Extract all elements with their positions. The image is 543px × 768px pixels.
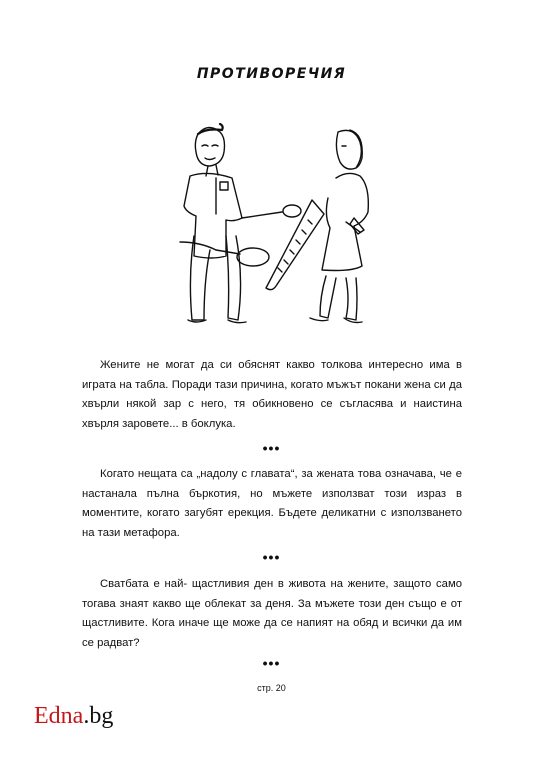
paragraph-3: Сватбата е най- щастливия ден в живота на жените, защото само тогава знаят какво ще облекат за деня. За мъжете този ден също е от щастливите. Кога иначе ще може да се напият на обяд и всички да им се радват? bbox=[82, 578, 462, 649]
paragraph-1: Жените не могат да си обяснят какво толкова интересно има в играта на табла. Поради тази причина, когато мъжът покани жена си да хвърли някой зар с него, тя обикновено се съгласява и наистина хвърля заровете... в боклука. bbox=[82, 359, 462, 430]
brand-logo[interactable] bbox=[34, 703, 113, 730]
separator-dots: ••• bbox=[262, 440, 281, 456]
page-number: стр. 20 bbox=[257, 683, 286, 693]
paragraph-2: Когато нещата са „надолу с главата“, за жената това означава, че е настанала пълна бъркотия, но мъжете използват този израз в моментите, когато загубят ерекция. Бъдете деликатни с използването на тази метафора. bbox=[82, 468, 462, 539]
page-title: ПРОТИВОРЕЧИЯ bbox=[196, 66, 347, 82]
cartoon-illustration bbox=[150, 118, 400, 336]
woman-figure bbox=[266, 130, 368, 323]
brand-name: Edna bbox=[34, 703, 84, 729]
separator-dots: ••• bbox=[262, 549, 281, 565]
man-figure bbox=[180, 124, 301, 323]
separator-dots: ••• bbox=[262, 655, 281, 671]
brand-tld: .bg bbox=[83, 703, 114, 729]
